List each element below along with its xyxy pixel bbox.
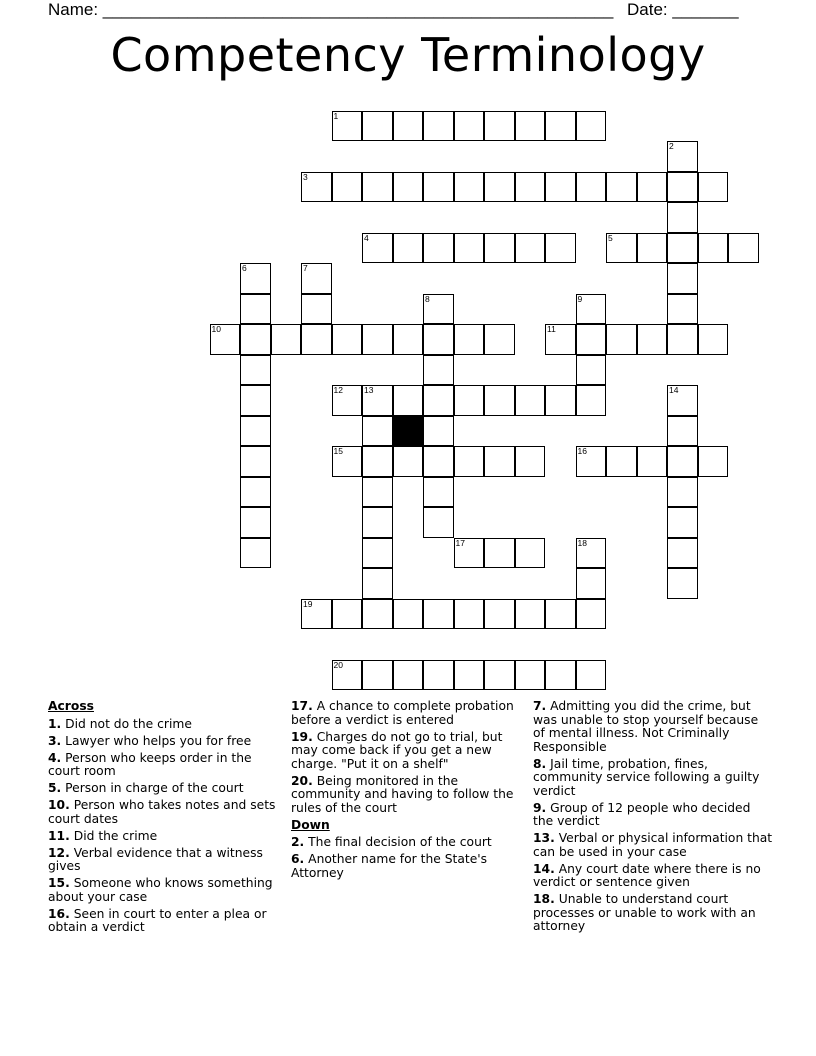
cell-number: 9 — [577, 293, 583, 304]
clue-text: Person who takes notes and sets court dates — [48, 798, 276, 826]
grid-cell[interactable] — [423, 599, 454, 630]
grid-cell[interactable] — [332, 599, 363, 630]
grid-cell[interactable] — [576, 568, 607, 599]
grid-cell[interactable] — [240, 507, 271, 538]
grid-cell[interactable] — [515, 233, 546, 264]
grid-cell[interactable] — [362, 599, 393, 630]
grid-cell[interactable] — [484, 538, 515, 569]
clue-text: Jail time, probation, fines, community service following a guilty verdict — [533, 756, 760, 798]
grid-cell[interactable] — [667, 416, 698, 447]
grid-cell[interactable] — [393, 324, 424, 355]
cell-number: 14 — [669, 385, 679, 395]
grid-cell[interactable] — [362, 324, 393, 355]
date-field-label: Date: _______ — [627, 0, 739, 19]
grid-cell[interactable] — [484, 385, 515, 416]
clue-text: Being monitored in the community and having to follow the rules of the court — [291, 773, 514, 815]
grid-cell[interactable] — [454, 111, 485, 142]
grid-cell[interactable] — [454, 446, 485, 477]
clue-number: 18. — [533, 892, 555, 906]
grid-cell[interactable] — [423, 355, 454, 386]
grid-cell[interactable] — [423, 446, 454, 477]
clue-text: Did the crime — [73, 828, 158, 843]
grid-cell[interactable] — [240, 477, 271, 508]
grid-cell[interactable] — [728, 233, 759, 264]
clue-number: 5. — [48, 781, 62, 795]
cell-number: 18 — [577, 537, 587, 548]
grid-cell[interactable] — [240, 538, 271, 569]
grid-cell[interactable] — [545, 324, 576, 355]
cell-number: 17 — [455, 537, 465, 548]
clue-item — [291, 700, 523, 727]
grid-cell[interactable] — [362, 568, 393, 599]
grid-cell[interactable] — [545, 385, 576, 416]
clue-item — [48, 718, 280, 732]
grid-cell[interactable] — [484, 111, 515, 142]
cell-number: 10 — [211, 324, 221, 334]
cell-number: 6 — [242, 263, 247, 273]
grid-cell[interactable] — [271, 324, 302, 355]
grid-cell[interactable] — [545, 111, 576, 142]
grid-cell[interactable] — [667, 141, 698, 172]
grid-cell[interactable] — [698, 233, 729, 264]
clue-item — [48, 830, 280, 844]
grid-cell[interactable] — [362, 446, 393, 477]
grid-cell[interactable] — [362, 233, 393, 264]
grid-cell[interactable] — [332, 660, 363, 691]
grid-cell[interactable] — [301, 324, 332, 355]
clue-number: 7. — [533, 699, 547, 713]
grid-cell[interactable] — [484, 660, 515, 691]
clue-number: 19. — [291, 729, 313, 744]
grid-cell[interactable] — [576, 538, 607, 569]
grid-cell[interactable] — [393, 233, 424, 264]
grid-cell[interactable] — [210, 324, 241, 355]
clue-text: Someone who knows something about your case — [48, 876, 273, 904]
grid-cell[interactable] — [240, 263, 271, 294]
clue-item — [533, 758, 773, 799]
grid-cell[interactable] — [454, 660, 485, 691]
grid-cell[interactable] — [606, 324, 637, 355]
grid-cell[interactable] — [576, 111, 607, 142]
grid-cell[interactable] — [576, 294, 607, 325]
grid-cell[interactable] — [515, 446, 546, 477]
clue-text: Person who keeps order in the court room — [48, 750, 252, 778]
grid-cell[interactable] — [484, 446, 515, 477]
cell-number: 12 — [333, 385, 343, 395]
grid-cell[interactable] — [545, 233, 576, 264]
clue-number: 16. — [48, 906, 70, 921]
clue-column-2 — [291, 700, 523, 884]
grid-cell[interactable] — [667, 233, 698, 264]
clue-text: Verbal or physical information that can be used in your case — [533, 831, 773, 859]
clue-text: Lawyer who helps you for free — [65, 733, 252, 748]
cell-number: 7 — [303, 263, 308, 273]
grid-cell[interactable] — [332, 385, 363, 416]
grid-cell[interactable] — [423, 294, 454, 325]
clue-item — [48, 752, 280, 779]
clue-item — [533, 700, 773, 754]
grid-cell[interactable] — [606, 446, 637, 477]
grid-cell[interactable] — [698, 172, 729, 203]
clue-item — [291, 731, 523, 772]
clue-number: 13. — [533, 831, 555, 845]
clue-number: 12. — [48, 845, 70, 860]
grid-cell[interactable] — [667, 477, 698, 508]
grid-cell[interactable] — [301, 172, 332, 203]
grid-cell[interactable] — [606, 233, 637, 264]
clue-number: 4. — [48, 750, 62, 765]
clue-number: 8. — [533, 756, 547, 771]
section-heading: Down — [291, 817, 330, 832]
grid-cell[interactable] — [454, 324, 485, 355]
grid-cell[interactable] — [423, 660, 454, 691]
clue-item — [48, 782, 280, 796]
clue-number: 11. — [48, 828, 70, 843]
grid-cell[interactable] — [576, 172, 607, 203]
grid-cell[interactable] — [484, 599, 515, 630]
clue-text: Charges do not go to trial, but may come back if you get a new charge. "Put it on a shelf" — [291, 729, 503, 771]
cell-number: 8 — [425, 293, 430, 304]
grid-cell[interactable] — [362, 477, 393, 508]
clue-number: 2. — [291, 835, 305, 849]
grid-cell[interactable] — [332, 324, 363, 355]
grid-cell[interactable] — [393, 446, 424, 477]
grid-cell[interactable] — [423, 172, 454, 203]
clue-text: Seen in court to enter a plea or obtain a verdict — [48, 906, 267, 934]
grid-cell[interactable] — [637, 446, 668, 477]
grid-cell[interactable] — [667, 538, 698, 569]
grid-cell[interactable] — [667, 446, 698, 477]
clue-number: 9. — [533, 800, 547, 815]
grid-cell[interactable] — [637, 233, 668, 264]
grid-cell[interactable] — [362, 538, 393, 569]
clue-text: Any court date where there is no verdict or sentence given — [533, 861, 761, 889]
grid-cell[interactable] — [637, 324, 668, 355]
grid-cell[interactable] — [240, 385, 271, 416]
grid-cell[interactable] — [362, 385, 393, 416]
clue-item — [291, 853, 523, 880]
grid-cell[interactable] — [454, 233, 485, 264]
grid-cell[interactable] — [667, 507, 698, 538]
grid-cell[interactable] — [454, 538, 485, 569]
grid-cell[interactable] — [423, 233, 454, 264]
clue-number: 3. — [48, 733, 62, 748]
grid-cell[interactable] — [576, 355, 607, 386]
grid-cell[interactable] — [362, 111, 393, 142]
grid-cell[interactable] — [423, 385, 454, 416]
clue-text: Unable to understand court processes or unable to work with an attorney — [533, 892, 756, 933]
grid-cell[interactable] — [362, 172, 393, 203]
grid-cell[interactable] — [515, 385, 546, 416]
cell-number: 3 — [303, 171, 308, 182]
grid-cell[interactable] — [576, 599, 607, 630]
grid-cell[interactable] — [667, 263, 698, 294]
clue-number: 20. — [291, 773, 313, 788]
grid-cell[interactable] — [332, 111, 363, 142]
grid-cell[interactable] — [332, 446, 363, 477]
grid-cell[interactable] — [545, 660, 576, 691]
grid-cell[interactable] — [637, 172, 668, 203]
grid-cell[interactable] — [362, 416, 393, 447]
grid-cell[interactable] — [606, 172, 637, 203]
grid-cell[interactable] — [515, 111, 546, 142]
grid-cell[interactable] — [454, 599, 485, 630]
clue-number: 15. — [48, 876, 70, 890]
clue-text: Person in charge of the court — [65, 781, 244, 795]
grid-cell[interactable] — [667, 294, 698, 325]
clue-number: 14. — [533, 861, 555, 876]
grid-cell[interactable] — [393, 385, 424, 416]
grid-cell[interactable] — [423, 416, 454, 447]
grid-cell[interactable] — [515, 660, 546, 691]
clue-item — [48, 908, 280, 935]
grid-cell[interactable] — [301, 599, 332, 630]
grid-cell[interactable] — [423, 324, 454, 355]
clue-number: 1. — [48, 716, 62, 731]
section-heading: Across — [48, 699, 94, 713]
grid-cell[interactable] — [576, 385, 607, 416]
grid-cell[interactable] — [240, 446, 271, 477]
grid-cell[interactable] — [515, 172, 546, 203]
cell-number: 2 — [669, 141, 674, 151]
clue-item — [48, 847, 280, 874]
grid-cell[interactable] — [667, 324, 698, 355]
clue-number: 10. — [48, 798, 70, 812]
grid-cell[interactable] — [484, 233, 515, 264]
grid-cell[interactable] — [332, 172, 363, 203]
grid-cell[interactable] — [576, 660, 607, 691]
cell-number: 11 — [547, 324, 556, 334]
cell-number: 1 — [333, 110, 339, 121]
page-title: Competency Terminology — [110, 28, 706, 82]
clue-text: The final decision of the court — [308, 835, 492, 849]
cell-number: 16 — [577, 446, 587, 456]
grid-cell[interactable] — [576, 324, 607, 355]
grid-cell[interactable] — [454, 172, 485, 203]
clue-number: 6. — [291, 852, 305, 866]
grid-cell[interactable] — [545, 599, 576, 630]
cell-number: 13 — [364, 385, 374, 395]
grid-cell[interactable] — [362, 507, 393, 538]
grid-cell[interactable] — [240, 294, 271, 325]
grid-cell[interactable] — [698, 324, 729, 355]
cell-number: 5 — [608, 232, 613, 243]
grid-cell[interactable] — [362, 660, 393, 691]
clue-text: A chance to complete probation before a verdict is entered — [291, 699, 514, 727]
clue-item — [48, 735, 280, 749]
clue-number: 17. — [291, 699, 313, 713]
clue-item — [48, 877, 280, 904]
grid-cell[interactable] — [454, 385, 485, 416]
grid-cell[interactable] — [698, 446, 729, 477]
grid-cell[interactable] — [576, 446, 607, 477]
grid-cell[interactable] — [393, 111, 424, 142]
cell-number: 4 — [364, 232, 369, 243]
clue-item — [291, 775, 523, 816]
cell-number: 19 — [303, 598, 313, 609]
clue-text: Another name for the State's Attorney — [291, 852, 488, 880]
grid-cell[interactable] — [301, 294, 332, 325]
grid-cell[interactable] — [393, 172, 424, 203]
clue-column-3 — [533, 700, 773, 937]
clue-text: Group of 12 people who decided the verdict — [533, 800, 751, 828]
clue-text: Admitting you did the crime, but was unable to stop yourself because of mental illness. Not Criminally Responsible — [533, 699, 759, 754]
clue-item — [533, 863, 773, 890]
grid-cell[interactable] — [423, 507, 454, 538]
clue-column-1 — [48, 700, 280, 938]
clue-item — [291, 836, 523, 850]
grid-cell[interactable] — [515, 599, 546, 630]
grid-cell[interactable] — [667, 568, 698, 599]
grid-cell[interactable] — [484, 324, 515, 355]
clue-item — [533, 893, 773, 934]
name-field-label: Name: ______________________________________________________ — [48, 0, 614, 19]
grid-cell[interactable] — [423, 111, 454, 142]
grid-cell[interactable] — [484, 172, 515, 203]
clue-item — [533, 802, 773, 829]
cell-number: 20 — [333, 659, 343, 670]
grid-cell[interactable] — [667, 385, 698, 416]
grid-cell[interactable] — [301, 263, 332, 294]
grid-cell[interactable] — [667, 202, 698, 233]
clue-text: Did not do the crime — [65, 716, 192, 731]
grid-cell[interactable] — [240, 355, 271, 386]
grid-cell[interactable] — [667, 172, 698, 203]
clue-item — [48, 799, 280, 826]
grid-cell[interactable] — [423, 477, 454, 508]
grid-cell[interactable] — [393, 660, 424, 691]
grid-cell[interactable] — [240, 324, 271, 355]
grid-cell[interactable] — [240, 416, 271, 447]
clue-item — [533, 832, 773, 859]
clue-text: Verbal evidence that a witness gives — [48, 845, 263, 873]
cell-number: 15 — [333, 446, 343, 456]
grid-cell[interactable] — [515, 538, 546, 569]
grid-block — [393, 416, 424, 447]
grid-cell[interactable] — [545, 172, 576, 203]
grid-cell[interactable] — [393, 599, 424, 630]
